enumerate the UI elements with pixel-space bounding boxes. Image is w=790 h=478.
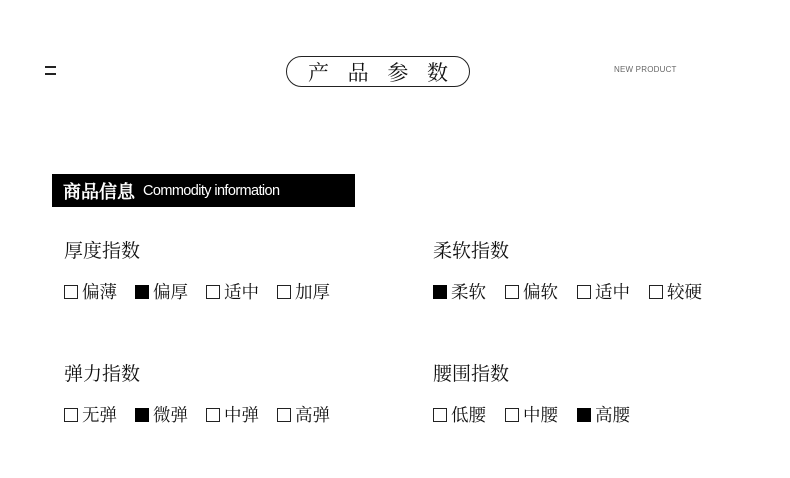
checkbox-icon[interactable] [433, 285, 447, 299]
waist-options [433, 402, 649, 427]
option-slight-stretch[interactable] [135, 402, 188, 427]
checkbox-icon[interactable] [277, 408, 291, 422]
elasticity-title: 弹力指数 [64, 363, 141, 385]
checkbox-icon[interactable] [505, 408, 519, 422]
section-title-en: Commodity information [143, 182, 280, 199]
option-label: 偏薄 [82, 283, 117, 303]
softness-options [433, 279, 721, 304]
checkbox-icon[interactable] [64, 408, 78, 422]
option-label: 适中 [224, 283, 259, 303]
option-label: 偏厚 [153, 283, 188, 303]
option-slightly-soft[interactable] [505, 279, 558, 304]
elasticity-options [64, 402, 348, 427]
option-label: 无弹 [82, 406, 117, 426]
option-label: 低腰 [451, 406, 486, 426]
option-label: 中弹 [224, 406, 259, 426]
option-medium[interactable] [206, 279, 259, 304]
menu-icon[interactable] [45, 66, 56, 75]
option-soft[interactable] [433, 279, 486, 304]
option-label: 适中 [595, 283, 630, 303]
option-thick[interactable] [135, 279, 188, 304]
checkbox-icon[interactable] [649, 285, 663, 299]
checkbox-icon[interactable] [64, 285, 78, 299]
option-high-stretch[interactable] [277, 402, 330, 427]
option-no-stretch[interactable] [64, 402, 117, 427]
option-label: 高弹 [295, 406, 330, 426]
checkbox-icon[interactable] [135, 408, 149, 422]
option-medium-stretch[interactable] [206, 402, 259, 427]
option-medium[interactable] [577, 279, 630, 304]
checkbox-icon[interactable] [433, 408, 447, 422]
checkbox-icon[interactable] [277, 285, 291, 299]
checkbox-icon[interactable] [206, 285, 220, 299]
thickness-options [64, 279, 348, 304]
page-subtitle: NEW PRODUCT [614, 65, 677, 74]
checkbox-icon[interactable] [577, 285, 591, 299]
option-label: 微弹 [153, 406, 188, 426]
option-label: 加厚 [295, 283, 330, 303]
option-label: 中腰 [523, 406, 558, 426]
thickness-title: 厚度指数 [64, 240, 141, 262]
option-mid-waist[interactable] [505, 402, 558, 427]
page-title: 产 品 参 数 [286, 56, 470, 87]
option-high-waist[interactable] [577, 402, 630, 427]
option-label: 偏软 [523, 283, 558, 303]
checkbox-icon[interactable] [206, 408, 220, 422]
option-label: 高腰 [595, 406, 630, 426]
option-extra-thick[interactable] [277, 279, 330, 304]
option-low-waist[interactable] [433, 402, 486, 427]
softness-title: 柔软指数 [433, 240, 510, 262]
option-label: 柔软 [451, 283, 486, 303]
checkbox-icon[interactable] [135, 285, 149, 299]
section-title-zh: 商品信息 [63, 181, 135, 203]
option-label: 较硬 [667, 283, 702, 303]
option-firm[interactable] [649, 279, 702, 304]
checkbox-icon[interactable] [505, 285, 519, 299]
waist-title: 腰围指数 [433, 363, 510, 385]
checkbox-icon[interactable] [577, 408, 591, 422]
option-thin[interactable] [64, 279, 117, 304]
section-header [52, 174, 355, 207]
